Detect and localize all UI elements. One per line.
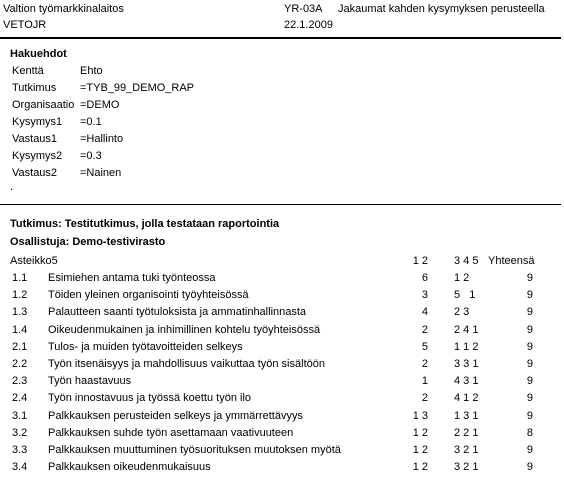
row-label: Palkkauksen perusteiden selkeys ja ymmärrettävyys bbox=[48, 409, 303, 422]
row-label: Tulos- ja muiden työtavoitteiden selkeys bbox=[48, 340, 243, 353]
row-count-12: 2 bbox=[421, 358, 428, 370]
criteria-row bbox=[12, 116, 312, 133]
row-total: 9 bbox=[526, 289, 533, 302]
row-label: Työn haastavuus bbox=[48, 375, 132, 388]
criteria-header-row bbox=[12, 65, 312, 82]
study-title: Tutkimus: Testitutkimus, jolla testataan raportointia bbox=[10, 218, 280, 230]
row-count-12: 3 bbox=[421, 289, 428, 302]
row-number: 1.3 bbox=[12, 306, 28, 319]
table-row bbox=[12, 375, 552, 392]
row-label: Oikeudenmukainen ja inhimillinen kohtelu työyhteisössä bbox=[48, 323, 321, 336]
row-label: Esimiehen antama tuki työnteossa bbox=[48, 272, 216, 284]
row-count-345: 3 3 1 bbox=[454, 358, 479, 370]
row-count-12: 2 bbox=[421, 392, 428, 405]
table-row bbox=[12, 427, 552, 444]
criteria-value: =DEMO bbox=[80, 99, 120, 111]
criteria-key: Kysymys2 bbox=[12, 150, 63, 162]
row-total: 9 bbox=[526, 323, 533, 336]
row-number: 1.2 bbox=[12, 289, 28, 302]
row-count-345: 5 1 bbox=[454, 289, 476, 302]
row-count-12: 1 2 bbox=[412, 426, 428, 439]
row-count-345: 2 4 1 bbox=[454, 323, 479, 336]
criteria-value: =Hallinto bbox=[80, 133, 124, 145]
table-row bbox=[12, 341, 552, 358]
criteria-title: Hakuehdot bbox=[10, 48, 67, 60]
row-label: Töiden yleinen organisointi työyhteisössä bbox=[48, 289, 249, 302]
row-number: 2.3 bbox=[12, 375, 28, 388]
row-total: 9 bbox=[526, 375, 533, 388]
row-label: Palkkauksen oikeudenmukaisuus bbox=[48, 461, 211, 474]
row-number: 3.1 bbox=[12, 409, 28, 422]
report-code: YR-03A bbox=[284, 3, 323, 15]
row-number: 3.4 bbox=[12, 461, 28, 474]
report-header bbox=[0, 0, 560, 36]
criteria-row bbox=[12, 99, 312, 116]
row-count-12: 6 bbox=[421, 272, 428, 284]
total-header: Yhteensä bbox=[488, 255, 535, 267]
criteria-key: Vastaus1 bbox=[12, 133, 58, 145]
row-label: Palkkauksen suhde työn asettamaan vaativuuteen bbox=[48, 426, 294, 439]
table-row bbox=[12, 410, 552, 427]
row-total: 9 bbox=[526, 358, 533, 370]
row-count-345: 3 2 1 bbox=[454, 461, 479, 474]
report-title: Jakaumat kahden kysymyksen perusteella bbox=[338, 3, 545, 15]
row-total: 9 bbox=[526, 272, 533, 284]
row-count-12: 4 bbox=[421, 306, 428, 319]
criteria-value: =TYB_99_DEMO_RAP bbox=[80, 82, 195, 94]
row-count-345: 2 3 bbox=[454, 306, 470, 319]
table-row bbox=[12, 289, 552, 306]
row-total: 9 bbox=[526, 461, 533, 474]
scale-label: Asteikko5 bbox=[10, 255, 58, 267]
scale-header-12: 1 2 bbox=[412, 255, 428, 267]
row-count-12: 1 3 bbox=[412, 409, 428, 422]
criteria-value: =0.1 bbox=[80, 116, 102, 128]
table-row bbox=[12, 272, 552, 289]
report-date: 22.1.2009 bbox=[284, 19, 333, 31]
row-total: 9 bbox=[526, 392, 533, 405]
table-row bbox=[12, 358, 552, 375]
criteria-col-field: Kenttä bbox=[12, 65, 44, 77]
criteria-key: Tutkimus bbox=[12, 82, 57, 94]
row-total: 9 bbox=[526, 444, 533, 456]
scale-header-345: 3 4 5 bbox=[454, 255, 479, 267]
section-divider bbox=[0, 204, 561, 205]
criteria-row bbox=[12, 82, 312, 99]
row-number: 2.2 bbox=[12, 358, 28, 370]
row-label: Työn itsenäisyys ja mahdollisuus vaikuttaa työn sisältöön bbox=[48, 358, 325, 370]
row-count-345: 2 2 1 bbox=[454, 426, 479, 439]
organization-name: Valtion työmarkkinalaitos bbox=[3, 3, 124, 15]
row-label: Palautteen saanti työtuloksista ja ammatinhallinnasta bbox=[48, 306, 307, 319]
criteria-row bbox=[12, 150, 312, 167]
criteria-row bbox=[12, 167, 312, 184]
row-count-12: 1 bbox=[421, 375, 428, 388]
row-count-345: 1 3 1 bbox=[454, 409, 479, 422]
row-count-12: 5 bbox=[421, 340, 428, 353]
row-number: 3.3 bbox=[12, 444, 28, 456]
row-count-12: 2 bbox=[421, 323, 428, 336]
criteria-trailing-mark: . bbox=[10, 181, 14, 193]
row-number: 3.2 bbox=[12, 426, 28, 439]
row-count-345: 4 3 1 bbox=[454, 375, 479, 388]
row-label: Palkkauksen muuttuminen työsuorituksen muutoksen myötä bbox=[48, 444, 341, 456]
header-divider bbox=[0, 37, 561, 39]
row-label: Työn innostavuus ja työssä koettu työn ilo bbox=[48, 392, 252, 405]
row-total: 9 bbox=[526, 306, 533, 319]
table-row bbox=[12, 461, 552, 478]
row-count-345: 3 2 1 bbox=[454, 444, 479, 456]
row-count-345: 1 1 2 bbox=[454, 340, 479, 353]
table-row bbox=[12, 306, 552, 323]
criteria-value: =0.3 bbox=[80, 150, 102, 162]
row-number: 2.4 bbox=[12, 392, 28, 405]
criteria-value: =Nainen bbox=[80, 167, 122, 179]
row-count-345: 1 2 bbox=[454, 272, 470, 284]
criteria-col-condition: Ehto bbox=[80, 65, 103, 77]
row-total: 8 bbox=[526, 426, 533, 439]
criteria-row bbox=[12, 133, 312, 150]
row-number: 2.1 bbox=[12, 340, 28, 353]
row-total: 9 bbox=[526, 409, 533, 422]
table-row bbox=[12, 324, 552, 341]
participant-title: Osallistuja: Demo-testivirasto bbox=[10, 236, 166, 248]
row-count-345: 4 1 2 bbox=[454, 392, 479, 405]
criteria-key: Organisaatio bbox=[12, 99, 75, 111]
row-count-12: 1 2 bbox=[412, 444, 428, 456]
row-number: 1.4 bbox=[12, 323, 28, 336]
row-count-12: 1 2 bbox=[412, 461, 428, 474]
table-row bbox=[12, 392, 552, 409]
row-number: 1.1 bbox=[12, 272, 28, 284]
row-total: 9 bbox=[526, 340, 533, 353]
table-row bbox=[12, 444, 552, 461]
criteria-key: Vastaus2 bbox=[12, 167, 58, 179]
criteria-key: Kysymys1 bbox=[12, 116, 63, 128]
results-header-row bbox=[12, 255, 552, 272]
system-name: VETOJR bbox=[3, 19, 47, 31]
